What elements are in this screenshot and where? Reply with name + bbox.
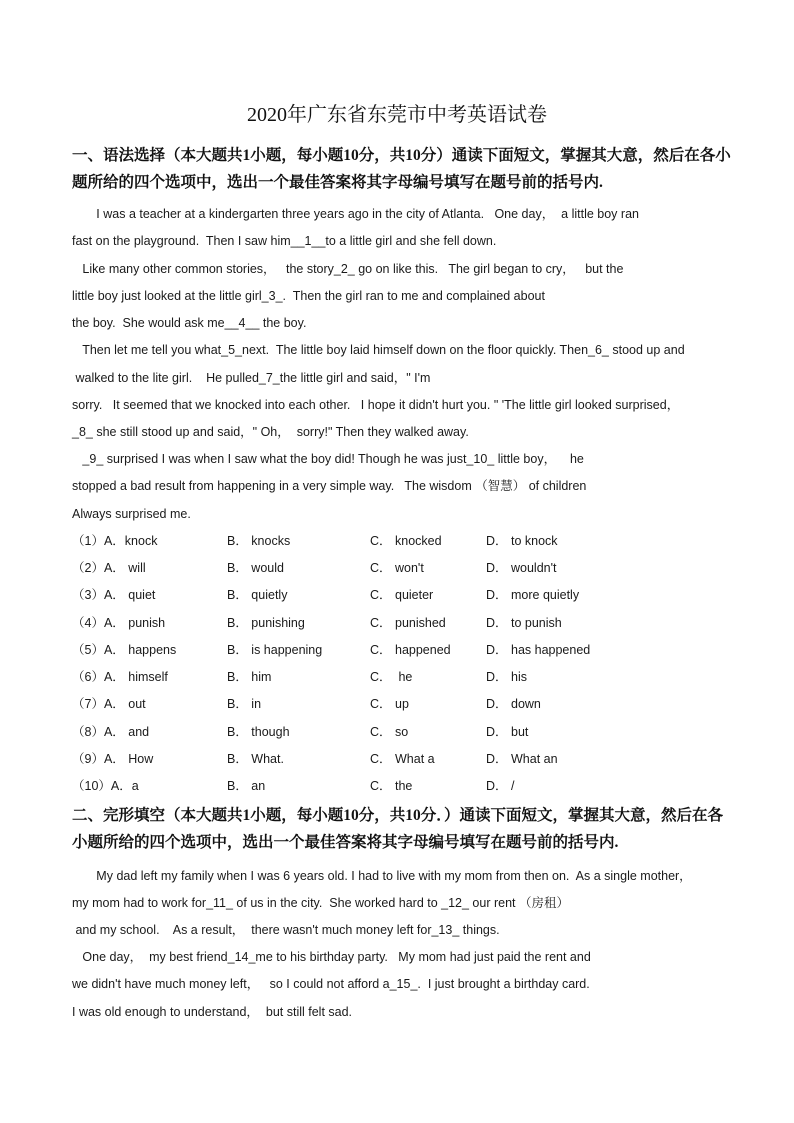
option-row — [72, 642, 732, 658]
option-a: （9）A． How — [72, 752, 154, 766]
option-row — [72, 615, 732, 631]
option-c: C． What a — [370, 752, 435, 766]
option-b: B． is happening — [227, 643, 323, 657]
option-c: C． knocked — [370, 534, 442, 548]
passage-line: _9_ surprised I was when I saw what the boy did! Though he was just_10_ little boy， he — [72, 452, 584, 466]
option-d: D． more quietly — [486, 588, 580, 602]
option-b: B． though — [227, 725, 290, 739]
passage-line: I was a teacher at a kindergarten three years ago in the city of Atlanta. One day， a little boy ran — [72, 207, 639, 221]
option-d: D． down — [486, 697, 541, 711]
passage-line: walked to the lite girl. He pulled_7_the little girl and said，" I'm — [72, 371, 431, 385]
option-c: C． he — [370, 670, 413, 684]
passage-line: we didn't have much money left， so I could not afford a_15_. I just brought a birthday card. — [72, 977, 590, 991]
passage-line: fast on the playground. Then I saw him__1__to a little girl and she fell down. — [72, 234, 497, 248]
option-row — [72, 778, 732, 794]
page-title: 2020年广东省东莞市中考英语试卷 — [247, 104, 547, 126]
passage-line: Always surprised me. — [72, 507, 191, 521]
option-b: B． him — [227, 670, 272, 684]
option-c: C． up — [370, 697, 409, 711]
option-a: （6）A． himself — [72, 670, 168, 684]
option-a: （8）A． and — [72, 725, 150, 739]
option-c: C． the — [370, 779, 413, 793]
option-a: （2）A． will — [72, 561, 146, 575]
section2-heading: 二、完形填空（本大题共1小题，每小题10分，共10分．）通读下面短文，掌握其大意，然后在各小题所给的四个选项中，选出一个最佳答案将其字母编号填写在题号前的括号内. — [72, 807, 724, 851]
option-d: D． but — [486, 725, 529, 739]
option-d: D． his — [486, 670, 527, 684]
option-c: C． so — [370, 725, 409, 739]
passage-line: _8_ she still stood up and said，" Oh， sorry!" Then they walked away. — [72, 425, 469, 439]
option-c: C． won't — [370, 561, 424, 575]
option-d: D． to knock — [486, 534, 558, 548]
option-b: B． would — [227, 561, 284, 575]
passage-line: My dad left my family when I was 6 years old. I had to live with my mom from then on. As a single mother， — [72, 869, 692, 883]
option-d: D． / — [486, 779, 515, 793]
passage-line: Like many other common stories， the story_2_ go on like this. The girl began to cry， but the — [72, 262, 624, 276]
option-row — [72, 560, 732, 576]
passage-line: stopped a bad result from happening in a very simple way. The wisdom （智慧） of children — [72, 479, 587, 493]
option-c: C． happened — [370, 643, 451, 657]
option-c: C． quieter — [370, 588, 434, 602]
option-b: B． an — [227, 779, 266, 793]
option-a: （3）A． quiet — [72, 588, 156, 602]
passage-line: One day， my best friend_14_me to his birthday party. My mom had just paid the rent and — [72, 950, 591, 964]
option-b: B． What. — [227, 752, 284, 766]
option-row — [72, 587, 732, 603]
option-a: （5）A． happens — [72, 643, 177, 657]
option-a: （1）A．knock — [72, 534, 158, 548]
option-row — [72, 696, 732, 712]
passage-line: my mom had to work for_11_ of us in the city. She worked hard to _12_ our rent （房租） — [72, 896, 569, 910]
option-a: （7）A． out — [72, 697, 146, 711]
option-a: （4）A． punish — [72, 616, 166, 630]
option-row — [72, 751, 732, 767]
option-d: D． wouldn't — [486, 561, 557, 575]
option-d: D． to punish — [486, 616, 562, 630]
passage-line: little boy just looked at the little girl_3_. Then the girl ran to me and complained about — [72, 289, 545, 303]
option-d: D． has happened — [486, 643, 591, 657]
passage-line: the boy. She would ask me__4__ the boy. — [72, 316, 307, 330]
option-b: B． punishing — [227, 616, 305, 630]
option-row — [72, 669, 732, 685]
passage-line: Then let me tell you what_5_next. The little boy laid himself down on the floor quickly. Then_6_ stood up and — [72, 343, 685, 357]
option-row — [72, 724, 732, 740]
passage-line: sorry. It seemed that we knocked into each other. I hope it didn't hurt you. " 'The little girl looked surprised， — [72, 398, 680, 412]
option-row — [72, 533, 732, 549]
option-c: C． punished — [370, 616, 446, 630]
option-a: （10）A．a — [72, 779, 139, 793]
option-b: B． quietly — [227, 588, 288, 602]
passage-line: I was old enough to understand， but still felt sad. — [72, 1005, 353, 1019]
passage-line: and my school. As a result， there wasn't much money left for_13_ things. — [72, 923, 500, 937]
option-b: B． in — [227, 697, 262, 711]
option-d: D． What an — [486, 752, 558, 766]
option-b: B． knocks — [227, 534, 291, 548]
section1-heading: 一、语法选择（本大题共1小题，每小题10分，共10分）通读下面短文，掌握其大意，然后在各小题所给的四个选项中，选出一个最佳答案将其字母编号填写在题号前的括号内. — [72, 147, 731, 191]
